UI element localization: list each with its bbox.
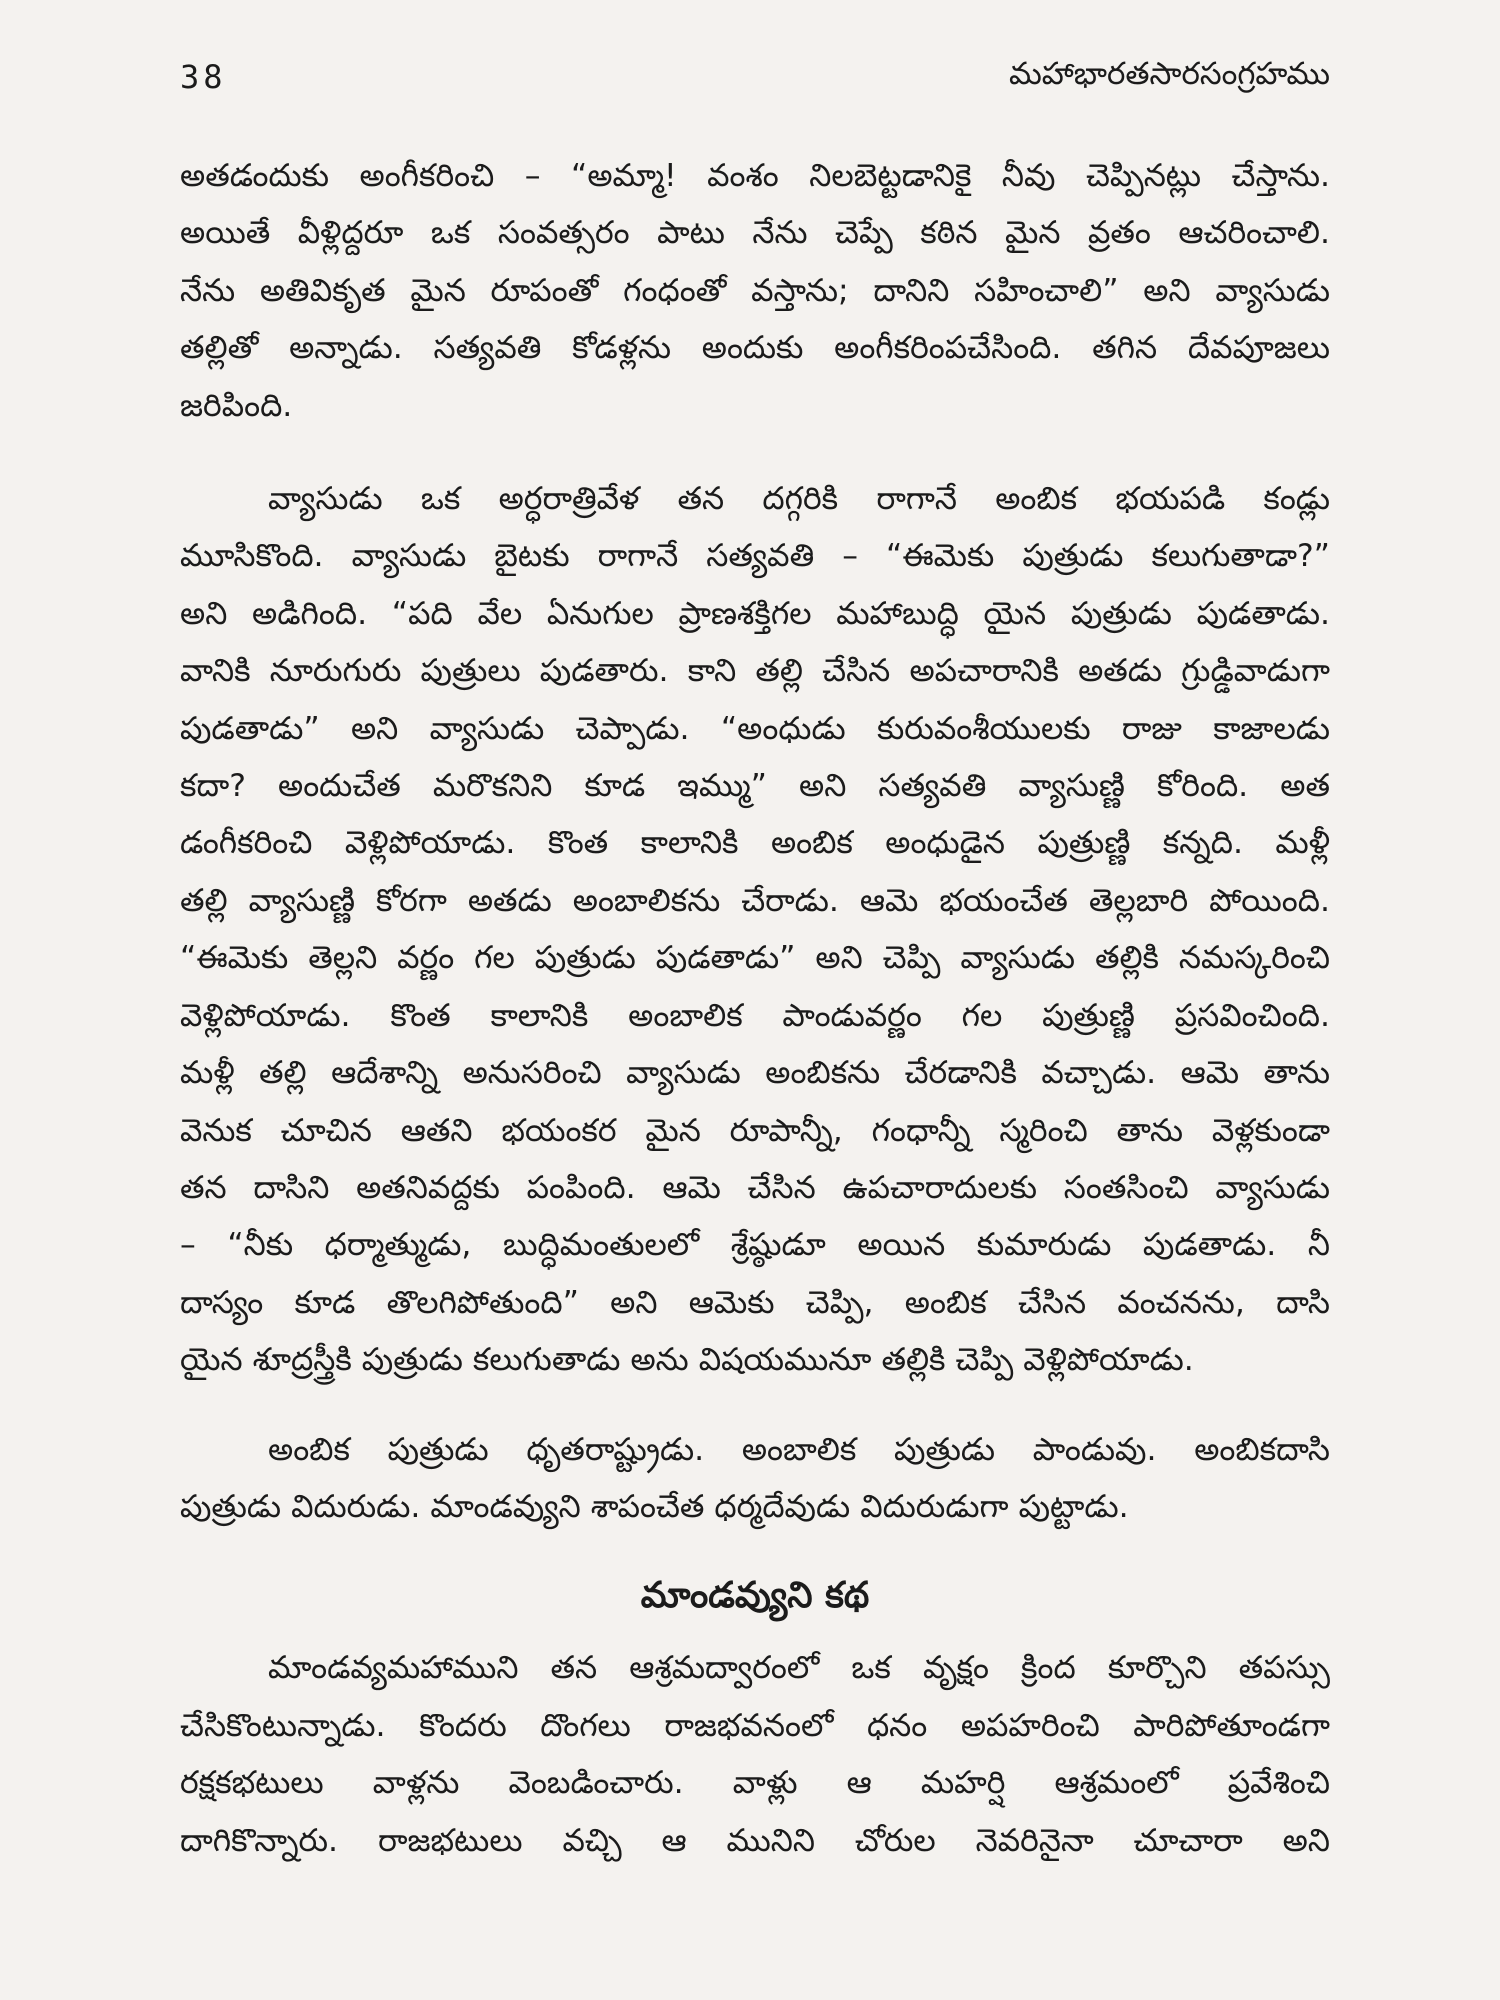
text-line: పుడతాడు” అని వ్యాసుడు చెప్పాడు. “అంధుడు కురువంశీయులకు రాజు కాజాలడు: [180, 710, 1330, 747]
text-line: తల్లితో అన్నాడు. సత్యవతి కోడళ్లను అందుకు అంగీకరింపచేసింది. తగిన దేవపూజలు: [180, 330, 1330, 367]
text-line: కదా? అందుచేత మరొకనిని కూడ ఇమ్ము” అని సత్యవతి వ్యాసుణ్ణి కోరింది. అత: [180, 768, 1330, 805]
text-line: అంబిక పుత్రుడు ధృతరాష్ట్రుడు. అంబాలిక పుత్రుడు పాండువు. అంబికదాసి: [268, 1431, 1330, 1468]
text-line: తన దాసిని అతనివద్దకు పంపింది. ఆమె చేసిన ఉపచారాదులకు సంతసించి వ్యాసుడు: [180, 1169, 1330, 1206]
text-line: – “నీకు ధర్మాత్ముడు, బుద్ధిమంతులలో శ్రేష్ఠుడూ అయిన కుమారుడు పుడతాడు. నీ: [180, 1227, 1330, 1264]
text-line: యైన శూద్రస్త్రీకి పుత్రుడు కలుగుతాడు అను విషయమునూ తల్లికి చెప్పి వెళ్లిపోయాడు.: [180, 1342, 1194, 1379]
text-line: దాస్యం కూడ తొలగిపోతుంది” అని ఆమెకు చెప్పి, అంబిక చేసిన వంచనను, దాసి: [180, 1284, 1330, 1321]
text-line: జరిపింది.: [180, 387, 293, 424]
body-text: [180, 148, 1330, 1870]
paragraph-3: [180, 1422, 1330, 1537]
text-line: “ఈమెకు తెల్లని వర్ణం గల పుత్రుడు పుడతాడు” అని చెప్పి వ్యాసుడు తల్లికి నమస్కరించి: [180, 940, 1330, 977]
section-title: మాండవ్యుని కథ: [640, 1575, 870, 1617]
text-line: రక్షకభటులు వాళ్లను వెంబడించారు. వాళ్లు ఆ మహర్షి ఆశ్రమంలో ప్రవేశించి: [180, 1765, 1330, 1802]
text-line: వెళ్లిపోయాడు. కొంత కాలానికి అంబాలిక పాండువర్ణం గల పుత్రుణ్ణి ప్రసవించింది.: [180, 997, 1330, 1034]
section-paragraph: [180, 1640, 1330, 1870]
paragraph-2: [180, 471, 1330, 1390]
text-line: అని అడిగింది. “పది వేల ఏనుగుల ప్రాణశక్తిగల మహాబుద్ధి యైన పుత్రుడు పుడతాడు.: [180, 595, 1330, 632]
text-line: అయితే వీళ్లిద్దరూ ఒక సంవత్సరం పాటు నేను చెప్పే కఠిన మైన వ్రతం ఆచరించాలి.: [180, 215, 1330, 252]
text-line: చేసికొంటున్నాడు. కొందరు దొంగలు రాజభవనంలో ధనం అపహరించి పారిపోతూండగా: [180, 1707, 1330, 1744]
text-line: వ్యాసుడు ఒక అర్ధరాత్రివేళ తన దగ్గరికి రాగానే అంబిక భయపడి కండ్లు: [268, 481, 1330, 518]
text-line: అతడందుకు అంగీకరించి – “అమ్మా! వంశం నిలబెట్టడానికై నీవు చెప్పినట్లు చేస్తాను.: [180, 158, 1330, 194]
text-line: పుత్రుడు విదురుడు. మాండవ్యుని శాపంచేత ధర్మదేవుడు విదురుడుగా పుట్టాడు.: [180, 1488, 1129, 1525]
page-header: [180, 52, 1330, 102]
text-line: మాండవ్యమహాముని తన ఆశ్రమద్వారంలో ఒక వృక్షం క్రింద కూర్చొని తపస్సు: [268, 1650, 1330, 1687]
text-line: మూసికొంది. వ్యాసుడు బైటకు రాగానే సత్యవతి – “ఈమెకు పుత్రుడు కలుగుతాడా?”: [180, 538, 1330, 575]
page-number: 38: [180, 58, 227, 96]
text-line: డంగీకరించి వెళ్లిపోయాడు. కొంత కాలానికి అంబిక అంధుడైన పుత్రుణ్ణి కన్నది. మళ్లీ: [180, 825, 1330, 862]
text-line: వానికి నూరుగురు పుత్రులు పుడతారు. కాని తల్లి చేసిన అపచారానికి అతడు గ్రుడ్డివాడుగా: [180, 653, 1330, 690]
paragraph-1: [180, 148, 1330, 435]
text-line: తల్లి వ్యాసుణ్ణి కోరగా అతడు అంబాలికను చేరాడు. ఆమె భయంచేత తెల్లబారి పోయింది.: [180, 882, 1330, 919]
text-line: వెనుక చూచిన ఆతని భయంకర మైన రూపాన్నీ, గంధాన్నీ స్మరించి తాను వెళ్లకుండా: [180, 1112, 1330, 1149]
running-title: మహాభారతసారసంగ్రహము: [1008, 55, 1330, 92]
text-line: దాగికొన్నారు. రాజభటులు వచ్చి ఆ మునిని చోరుల నెవరినైనా చూచారా అని: [180, 1822, 1330, 1859]
text-line: నేను అతివికృత మైన రూపంతో గంధంతో వస్తాను; దానిని సహించాలి” అని వ్యాసుడు: [180, 272, 1330, 309]
text-line: మళ్లీ తల్లి ఆదేశాన్ని అనుసరించి వ్యాసుడు అంబికను చేరడానికి వచ్చాడు. ఆమె తాను: [180, 1055, 1330, 1092]
